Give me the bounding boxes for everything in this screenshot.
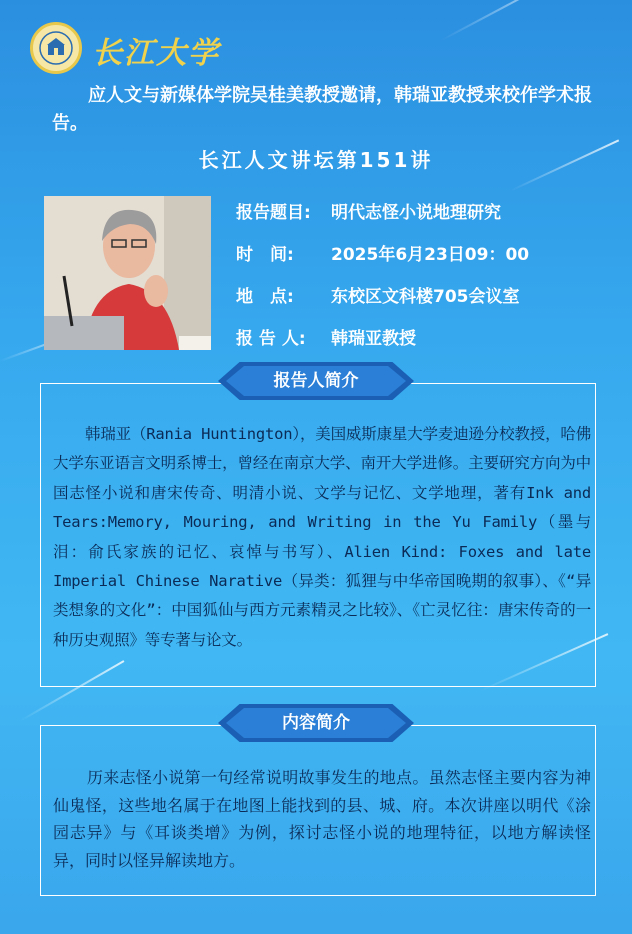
content-summary-text: 历来志怪小说第一句经常说明故事发生的地点。虽然志怪主要内容为神仙鬼怪，这些地名属于在地图上能找到的县、城、府。本次讲座以明代《涂园志异》与《耳谈类增》为例，探讨志怪小说的地理特征，以地方解读怪异，同时以怪异解读地方。	[53, 768, 591, 870]
detail-value: 韩瑞亚教授	[331, 329, 416, 349]
speaker-bio-heading	[218, 362, 414, 400]
detail-value: 明代志怪小说地理研究	[331, 203, 501, 223]
detail-label: 报 告 人:	[236, 329, 306, 349]
detail-topic	[236, 198, 501, 223]
light-streak	[440, 0, 582, 42]
speaker-bio-text: 韩瑞亚（Rania Huntington），美国威斯康星大学麦迪逊分校教授，哈佛大学东亚语言文明系博士，曾经在南京大学、南开大学进修。主要研究方向为中国志怪小说和唐宋传奇、明清小说、文学与记忆、文学地理，著有Ink and Tears:Memory, Mouring, and Writing in the Yu Family（墨与泪：俞氏家族的记忆、哀悼与书写）、Alien Kind: Foxes and late Imperial Chinese Narative（异类：狐狸与中华帝国晚期的叙事）、《“异类想象的文化”：中国狐仙与西方元素精灵之比较》、《亡灵忆往：唐宋传奇的一种历史观照》等专著与论文。	[53, 425, 591, 649]
speaker-photo	[44, 196, 211, 350]
detail-label: 地 点:	[236, 287, 294, 307]
detail-time	[236, 240, 529, 265]
detail-label: 报告题目:	[236, 203, 311, 223]
detail-speaker	[236, 324, 416, 349]
detail-label: 时 间:	[236, 245, 294, 265]
forum-title: 长江人文讲坛第151讲	[198, 148, 434, 172]
detail-value: 东校区文科楼705会议室	[331, 287, 520, 307]
detail-location	[236, 282, 520, 307]
content-summary-heading	[218, 704, 414, 742]
university-seal-icon	[30, 22, 82, 74]
university-brand-name: 长江大学	[92, 36, 220, 71]
intro-text: 应人文与新媒体学院吴桂美教授邀请，韩瑞亚教授来校作学术报告。	[52, 85, 592, 134]
content-summary-heading-text: 内容简介	[282, 713, 350, 733]
detail-value: 2025年6月23日09：00	[331, 245, 530, 265]
speaker-bio-heading-text: 报告人简介	[273, 371, 359, 391]
